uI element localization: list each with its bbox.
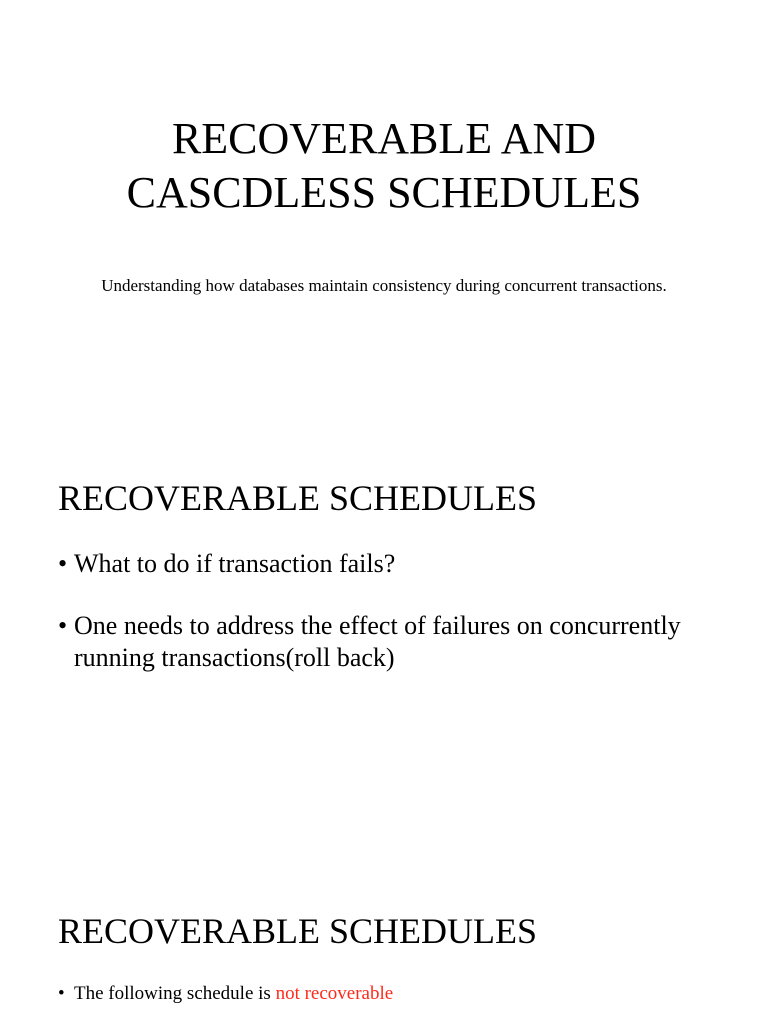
list-item — [58, 610, 718, 674]
slide-heading: RECOVERABLE SCHEDULES — [58, 911, 538, 951]
bullet-highlight-text: not recoverable — [275, 983, 394, 1004]
slide-subtitle: Understanding how databases maintain consistency during concurrent transactions. — [101, 276, 667, 295]
bullet-icon: • — [58, 611, 68, 640]
bullet-list — [58, 548, 718, 704]
bullet-list — [58, 982, 718, 1036]
bullet-icon: • — [58, 983, 65, 1004]
slide-heading: RECOVERABLE SCHEDULES — [58, 478, 538, 518]
bullet-text: The following schedule is — [74, 983, 276, 1004]
list-item — [58, 982, 718, 1006]
recoverable-schedules-slide-1 — [0, 460, 768, 880]
slide-title — [0, 112, 768, 220]
title-line-1: RECOVERABLE AND — [171, 114, 597, 163]
bullet-text: What to do if transaction fails? — [74, 549, 396, 578]
title-line-2: CASCDLESS SCHEDULES — [126, 168, 642, 217]
list-item — [58, 548, 718, 580]
title-slide — [0, 0, 768, 432]
bullet-icon: • — [58, 549, 68, 578]
recoverable-schedules-slide-2 — [0, 895, 768, 1024]
bullet-text: One needs to address the effect of failures on concurrently running transactions(roll back) — [74, 611, 681, 672]
